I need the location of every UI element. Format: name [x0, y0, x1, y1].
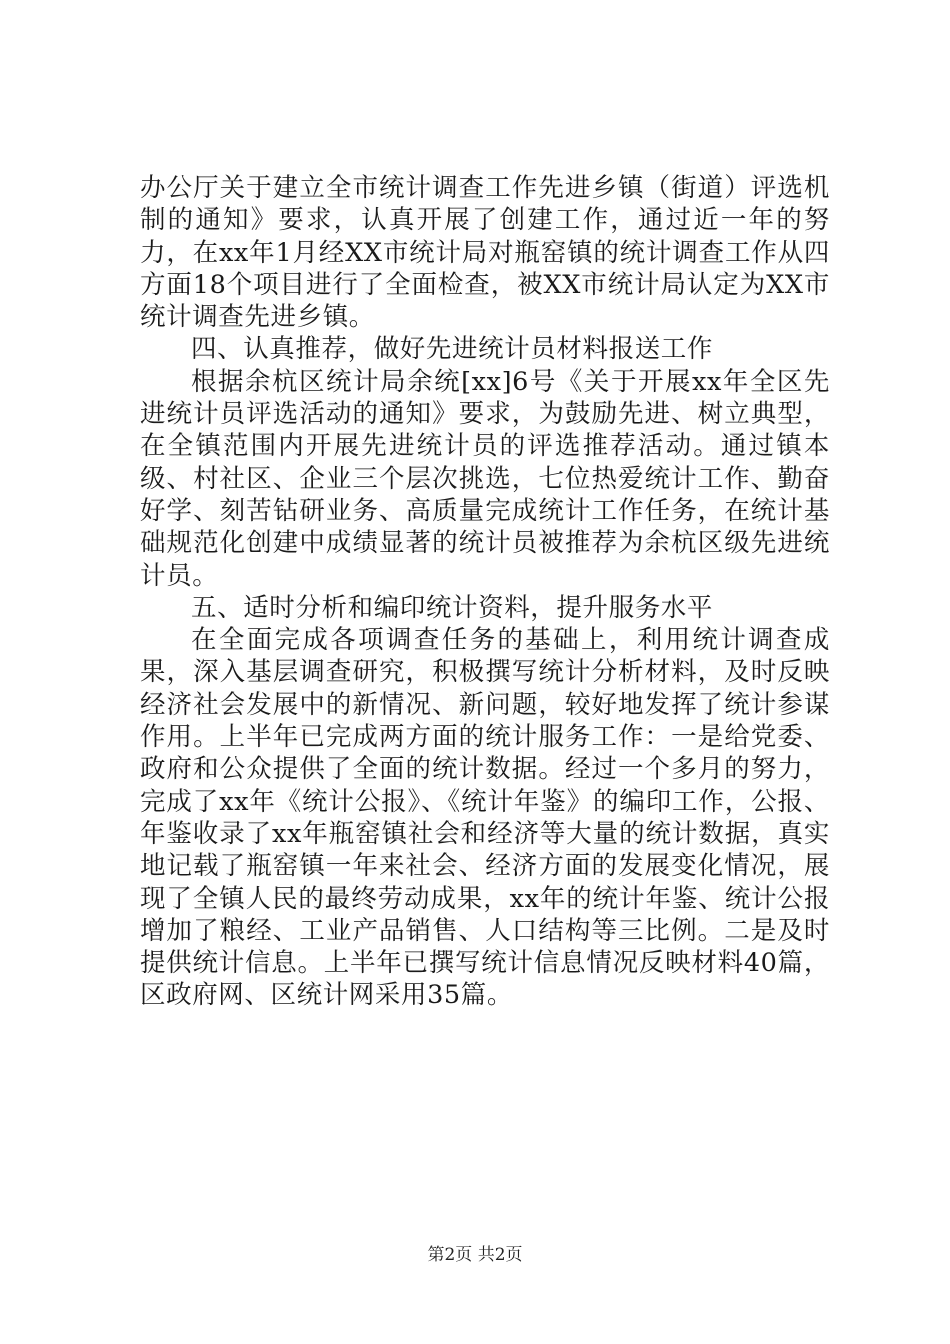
section-heading-four: 四、认真推荐，做好先进统计员材料报送工作	[191, 334, 714, 365]
body-paragraph-continuation: 办公厅关于建立全市统计调查工作先进乡镇（街道）评选机制的通知》要求，认真开展了创建工作，通过近一年的努力，在xx年1月经XX市统计局对瓶窑镇的统计调查工作从四方面18个项目进行了全面检查，被XX市统计局认定为XX市统计调查先进乡镇。	[140, 173, 830, 333]
body-paragraph-statistics-service: 在全面完成各项调查任务的基础上，利用统计调查成果，深入基层调查研究，积极撰写统计分析材料，及时反映经济社会发展中的新情况、新问题，较好地发挥了统计参谋作用。上半年已完成两方面的统计服务工作：一是给党委、政府和公众提供了全面的统计数据。经过一个多月的努力，完成了xx年《统计公报》、《统计年鉴》的编印工作，公报、年鉴收录了xx年瓶窑镇社会和经济等大量的统计数据，真实地记载了瓶窑镇一年来社会、经济方面的发展变化情况，展现了全镇人民的最终劳动成果，xx年的统计年鉴、统计公报增加了粮经、工业产品销售、人口结构等三比例。二是及时提供统计信息。上半年已撰写统计信息情况反映材料40篇，区政府网、区统计网采用35篇。	[140, 625, 830, 1011]
body-paragraph-recommendation: 根据余杭区统计局余统[xx]6号《关于开展xx年全区先进统计员评选活动的通知》要求，为鼓励先进、树立典型，在全镇范围内开展先进统计员的评选推荐活动。通过镇本级、村社区、企业三个层次挑选，七位热爱统计工作、勤奋好学、刻苦钻研业务、高质量完成统计工作任务，在统计基础规范化创建中成绩显著的统计员被推荐为余杭区级先进统计员。	[140, 366, 830, 591]
document-body	[140, 172, 830, 1012]
section-heading-five: 五、适时分析和编印统计资料，提升服务水平	[191, 592, 714, 623]
page-number-footer: 第2页 共2页	[427, 1245, 523, 1265]
